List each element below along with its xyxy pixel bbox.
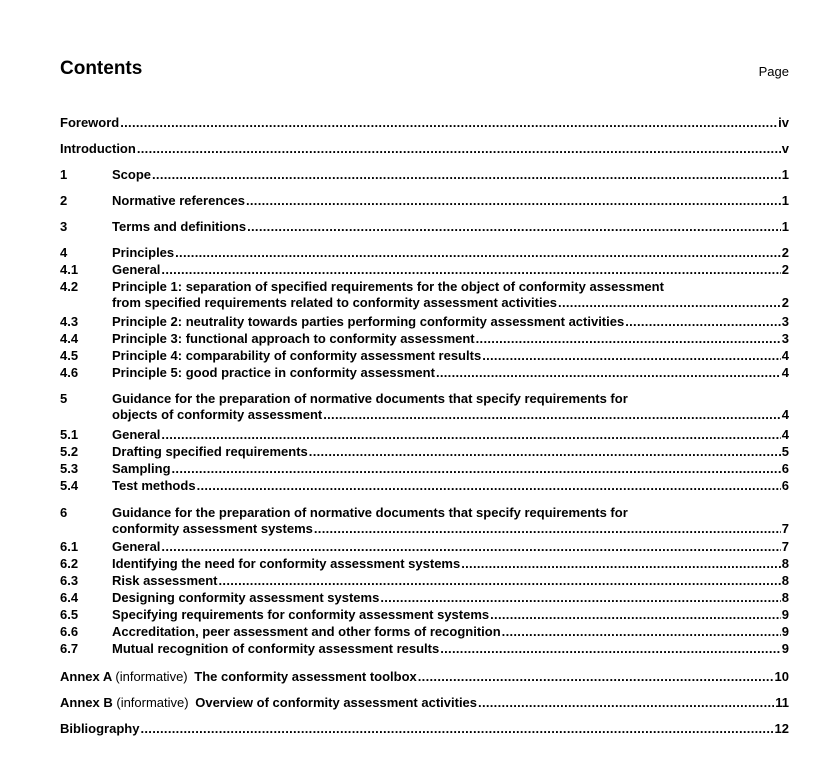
toc-entry-5-2[interactable] xyxy=(60,444,789,460)
annex-label: Annex B xyxy=(60,695,113,710)
dot-leader xyxy=(161,539,780,555)
toc-label: Normative references xyxy=(112,193,245,208)
toc-entry-foreword[interactable] xyxy=(60,115,789,131)
toc-page: iv xyxy=(778,115,789,130)
dot-leader xyxy=(175,245,781,261)
toc-label: Foreword xyxy=(60,115,120,130)
toc-page: 1 xyxy=(781,219,789,234)
toc-label: Overview of conformity assessment activities xyxy=(195,695,478,710)
toc-label: The conformity assessment toolbox xyxy=(194,669,417,684)
toc-number: 5.2 xyxy=(60,444,79,459)
toc-label: Principles xyxy=(112,245,175,260)
toc-page: 8 xyxy=(781,556,789,571)
toc-label: Principle 5: good practice in conformity assessment xyxy=(112,365,435,380)
toc-number: 5.4 xyxy=(60,478,79,493)
toc-number: 2 xyxy=(60,193,68,208)
toc-label: Principle 4: comparability of conformity assessment results xyxy=(112,348,482,363)
toc-entry-4-5[interactable] xyxy=(60,348,789,364)
toc-label: Principle 2: neutrality towards parties performing conformity assessment activities xyxy=(112,314,625,329)
dot-leader xyxy=(161,427,780,443)
toc-entry-4-4[interactable] xyxy=(60,331,789,347)
dot-leader xyxy=(219,573,781,589)
toc-number: 4.5 xyxy=(60,348,79,363)
dot-leader xyxy=(247,219,781,235)
dot-leader xyxy=(140,721,773,737)
toc-entry-4-3[interactable] xyxy=(60,314,789,330)
toc-number: 6.3 xyxy=(60,573,79,588)
toc-entry-4-2[interactable] xyxy=(60,279,789,311)
toc-entry-2[interactable] xyxy=(60,193,789,209)
dot-leader xyxy=(440,641,781,657)
toc-entry-5-3[interactable] xyxy=(60,461,789,477)
toc-page: 9 xyxy=(781,607,789,622)
toc-page: 3 xyxy=(781,314,789,329)
toc-label: Accreditation, peer assessment and other forms of recognition xyxy=(112,624,501,639)
toc-number: 6 xyxy=(60,505,68,520)
toc-number: 4 xyxy=(60,245,68,260)
toc-label: conformity assessment systems xyxy=(112,521,313,536)
annex-type: (informative) xyxy=(115,669,188,684)
toc-page: 7 xyxy=(781,521,789,536)
toc-entry-5-4[interactable] xyxy=(60,478,789,494)
toc-entry-4-1[interactable] xyxy=(60,262,789,278)
toc-page: v xyxy=(781,141,789,156)
toc-number: 1 xyxy=(60,167,68,182)
page-column-header: Page xyxy=(758,64,789,79)
toc-entry-annex-a[interactable] xyxy=(60,669,789,685)
toc-number: 4.4 xyxy=(60,331,79,346)
toc-page: 4 xyxy=(781,427,789,442)
dot-leader xyxy=(197,478,781,494)
toc-label-line1: Guidance for the preparation of normative documents that specify requirements for xyxy=(112,505,628,520)
toc-number: 3 xyxy=(60,219,68,234)
toc-page: 4 xyxy=(781,365,789,380)
table-of-contents xyxy=(60,0,789,767)
dot-leader xyxy=(161,262,780,278)
toc-number: 4.3 xyxy=(60,314,79,329)
toc-number: 6.7 xyxy=(60,641,79,656)
dot-leader xyxy=(502,624,781,640)
toc-entry-6-2[interactable] xyxy=(60,556,789,572)
toc-entry-6-5[interactable] xyxy=(60,607,789,623)
dot-leader xyxy=(137,141,781,157)
toc-number: 4.1 xyxy=(60,262,79,277)
toc-page: 6 xyxy=(781,461,789,476)
toc-label: Principle 3: functional approach to conformity assessment xyxy=(112,331,475,346)
dot-leader xyxy=(152,167,781,183)
toc-page: 2 xyxy=(781,262,789,277)
toc-page: 8 xyxy=(781,573,789,588)
toc-page: 4 xyxy=(781,407,789,422)
toc-label: Test methods xyxy=(112,478,196,493)
toc-number: 6.4 xyxy=(60,590,79,605)
toc-label: Terms and definitions xyxy=(112,219,247,234)
dot-leader xyxy=(172,461,781,477)
toc-entry-introduction[interactable] xyxy=(60,141,789,157)
toc-label: Risk assessment xyxy=(112,573,218,588)
toc-label: Sampling xyxy=(112,461,171,476)
dot-leader xyxy=(380,590,780,606)
toc-entry-5-1[interactable] xyxy=(60,427,789,443)
toc-label: General xyxy=(112,427,161,442)
toc-entry-6-4[interactable] xyxy=(60,590,789,606)
toc-page: 8 xyxy=(781,590,789,605)
dot-leader xyxy=(246,193,781,209)
toc-label: objects of conformity assessment xyxy=(112,407,323,422)
toc-number: 6.1 xyxy=(60,539,79,554)
toc-page: 4 xyxy=(781,348,789,363)
toc-entry-5[interactable] xyxy=(60,391,789,423)
dot-leader xyxy=(490,607,781,623)
toc-number: 6.6 xyxy=(60,624,79,639)
toc-label: Designing conformity assessment systems xyxy=(112,590,380,605)
annex-type: (informative) xyxy=(116,695,189,710)
toc-number: 6.5 xyxy=(60,607,79,622)
toc-number: 5 xyxy=(60,391,68,406)
toc-page: 7 xyxy=(781,539,789,554)
dot-leader xyxy=(309,444,781,460)
toc-label: Identifying the need for conformity assessment systems xyxy=(112,556,461,571)
toc-entry-6-1[interactable] xyxy=(60,539,789,555)
toc-label: General xyxy=(112,539,161,554)
dot-leader xyxy=(120,115,777,131)
toc-entry-6[interactable] xyxy=(60,505,789,537)
dot-leader xyxy=(461,556,781,572)
page-title: Contents xyxy=(60,58,143,79)
toc-page: 12 xyxy=(774,721,789,736)
toc-entry-6-3[interactable] xyxy=(60,573,789,589)
toc-entry-4-6[interactable] xyxy=(60,365,789,381)
toc-label: from specified requirements related to conformity assessment activities xyxy=(112,295,558,310)
toc-number: 6.2 xyxy=(60,556,79,571)
toc-page: 9 xyxy=(781,641,789,656)
toc-label-line1: Principle 1: separation of specified requirements for the object of conformity assessment xyxy=(112,279,664,294)
dot-leader xyxy=(478,695,774,711)
dot-leader xyxy=(323,407,781,423)
toc-label: Drafting specified requirements xyxy=(112,444,308,459)
toc-page: 10 xyxy=(774,669,789,684)
toc-entry-6-6[interactable] xyxy=(60,624,789,640)
toc-number: 5.1 xyxy=(60,427,79,442)
toc-entry-bibliography[interactable] xyxy=(60,721,789,737)
dot-leader xyxy=(482,348,781,364)
toc-label-line1: Guidance for the preparation of normative documents that specify requirements for xyxy=(112,391,628,406)
toc-entry-6-7[interactable] xyxy=(60,641,789,657)
toc-entry-annex-b[interactable] xyxy=(60,695,789,711)
toc-page: 2 xyxy=(781,245,789,260)
toc-page: 1 xyxy=(781,167,789,182)
toc-label: Bibliography xyxy=(60,721,140,736)
toc-number: 4.2 xyxy=(60,279,79,294)
annex-label: Annex A xyxy=(60,669,112,684)
toc-label: Scope xyxy=(112,167,152,182)
dot-leader xyxy=(418,669,774,685)
dot-leader xyxy=(558,295,781,311)
toc-label: Mutual recognition of conformity assessment results xyxy=(112,641,440,656)
toc-page: 9 xyxy=(781,624,789,639)
dot-leader xyxy=(476,331,781,347)
dot-leader xyxy=(314,521,781,537)
toc-page: 5 xyxy=(781,444,789,459)
dot-leader xyxy=(625,314,781,330)
toc-entry-3[interactable] xyxy=(60,219,789,235)
toc-page: 11 xyxy=(775,695,789,710)
toc-page: 2 xyxy=(781,295,789,310)
toc-label: Specifying requirements for conformity assessment systems xyxy=(112,607,490,622)
toc-number: 4.6 xyxy=(60,365,79,380)
toc-page: 3 xyxy=(781,331,789,346)
toc-entry-4[interactable] xyxy=(60,245,789,261)
toc-label: General xyxy=(112,262,161,277)
toc-label: Introduction xyxy=(60,141,136,156)
toc-page: 6 xyxy=(781,478,789,493)
dot-leader xyxy=(436,365,781,381)
toc-entry-1[interactable] xyxy=(60,167,789,183)
toc-number: 5.3 xyxy=(60,461,79,476)
toc-page: 1 xyxy=(781,193,789,208)
